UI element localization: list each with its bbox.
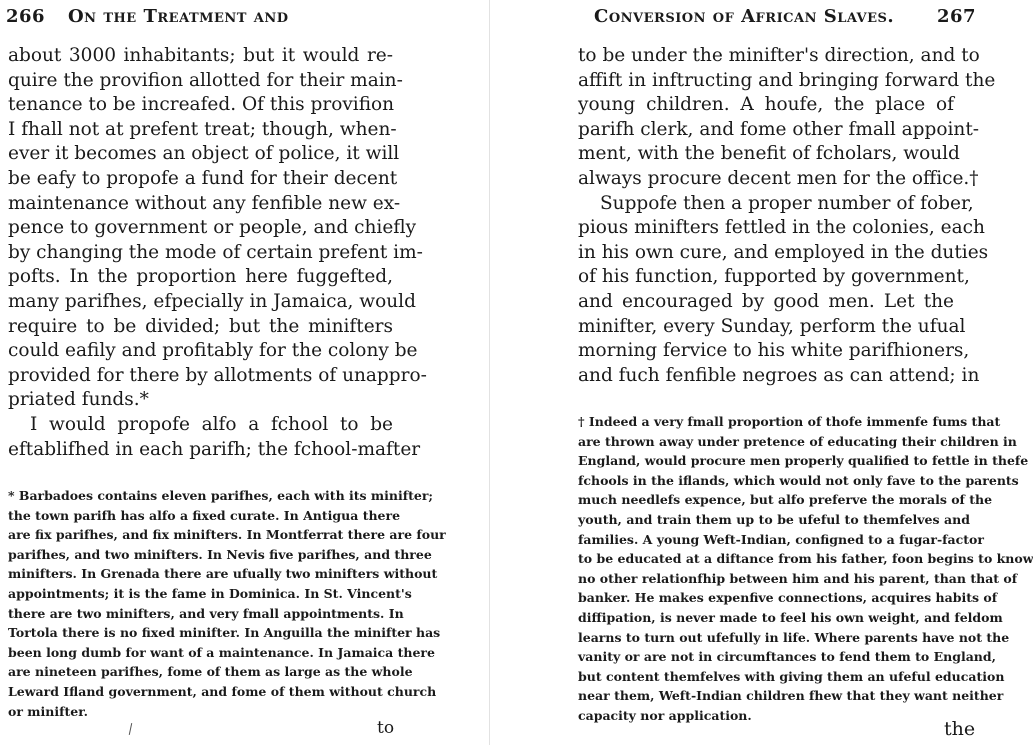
right-page-number: 267: [937, 6, 977, 27]
body-line: affift in inftructing and bringing forward the: [578, 69, 996, 91]
footnote-line: banker. He makes expenfive connections, acquires habits of: [578, 590, 998, 606]
footnote-line: England, would procure men properly qualified to fettle in thefe: [578, 453, 1029, 469]
footnote-line: are thrown away under pretence of educating their children in: [578, 433, 1017, 449]
body-line: about 3000 inhabitants; but it would re-: [8, 45, 393, 66]
footnote-line: families. A young Weft-Indian, configned to a fugar-factor: [578, 531, 984, 547]
body-line: pofts. In the proportion here fuggefted,: [8, 266, 393, 288]
footnote-line: appointments; it is the fame in Dominica. In St. Vincent's: [8, 585, 412, 601]
footnote-line: vanity or are not in circumftances to fend them to England,: [578, 649, 996, 665]
footnote-line: learns to turn out ufefully in life. Where parents have not the: [578, 629, 1010, 645]
body-line: eftablifhed in each parifh; the fchool-mafter: [8, 438, 421, 460]
body-line: to be under the minifter's direction, and to: [578, 45, 980, 66]
right-running-head: Conversion of African Slaves.: [594, 6, 895, 27]
body-line: quire the provifion allotted for their main-: [8, 69, 403, 91]
footnote-line: fchools in the iflands, which would not only fave to the parents: [578, 472, 1019, 488]
footnote-line: youth, and train them up to be ufeful to themfelves and: [578, 511, 970, 527]
footnote-line: capacity nor application.: [578, 707, 752, 723]
footnote-line: to be educated at a diftance from his father, foon begins to know: [578, 551, 1033, 567]
body-line: of his function, fupported by government,: [578, 266, 970, 288]
left-catchword: to: [377, 718, 395, 738]
left-body-text: [8, 44, 427, 462]
footnote-line: much needlefs expence, but alfo preferve the morals of the: [578, 492, 993, 508]
left-footnote: [8, 486, 446, 721]
body-line: many parifhes, efpecially in Jamaica, would: [8, 290, 416, 312]
left-running-head: On the Treatment and: [68, 6, 289, 27]
body-line: priated funds.*: [8, 389, 149, 411]
left-page: [0, 0, 490, 745]
stray-pen-mark: [129, 723, 132, 735]
body-line: by changing the mode of certain prefent im-: [8, 241, 423, 263]
body-line: and encouraged by good men. Let the: [578, 290, 954, 312]
body-line: morning fervice to his white parifhioners,: [578, 340, 970, 362]
footnote-line: been long dumb for want of a maintenance. In Jamaica there: [8, 644, 435, 660]
body-line: maintenance without any fenfible new ex-: [8, 192, 401, 214]
footnote-line: * Barbadoes contains eleven parifhes, each with its minifter;: [8, 488, 434, 503]
footnote-line: the town parifh has alfo a fixed curate. In Antigua there: [8, 507, 401, 523]
body-line: I fhall not at prefent treat; though, when-: [8, 118, 397, 140]
footnote-line: Leward Ifland government, and fome of them without church: [8, 683, 437, 699]
body-line: parifh clerk, and fome other fmall appoint-: [578, 118, 980, 140]
right-footnote: [578, 412, 1033, 726]
body-line: I would propofe alfo a fchool to be: [30, 413, 393, 435]
footnote-line: Tortola there is no fixed minifter. In Anguilla the minifter has: [8, 625, 441, 641]
body-line: and fuch fenfible negroes as can attend; in: [578, 364, 980, 386]
footnote-line: near them, Weft-Indian children fhew that they want neither: [578, 688, 1004, 704]
body-line: provided for there by allotments of unappro-: [8, 364, 427, 386]
body-line: pence to government or people, and chiefly: [8, 217, 417, 239]
body-line: could eafily and profitably for the colony be: [8, 340, 418, 362]
left-page-number: 266: [6, 6, 46, 27]
body-line: tenance to be increafed. Of this provifion: [8, 94, 395, 116]
footnote-line: parifhes, and two minifters. In Nevis five parifhes, and three: [8, 546, 432, 562]
right-body-text: [578, 44, 996, 388]
footnote-line: are fix parifhes, and fix minifters. In Montferrat there are four: [8, 527, 446, 543]
body-line: young children. A houfe, the place of: [578, 94, 954, 116]
body-line: minifter, every Sunday, perform the ufual: [578, 315, 966, 337]
footnote-line: minifters. In Grenada there are ufually two minifters without: [8, 566, 438, 582]
body-line: ever it becomes an object of police, it will: [8, 143, 400, 165]
body-line: ment, with the benefit of fcholars, would: [578, 143, 960, 165]
body-line: pious minifters fettled in the colonies, each: [578, 217, 985, 239]
footnote-line: † Indeed a very fmall proportion of thofe immenfe fums that: [578, 414, 1001, 429]
body-line: require to be divided; but the minifters: [8, 315, 393, 337]
body-line: in his own cure, and employed in the duties: [578, 241, 989, 263]
footnote-line: diffipation, is never made to feel his own weight, and feldom: [578, 609, 1003, 625]
body-line: Suppofe then a proper number of fober,: [600, 192, 974, 214]
footnote-line: or minifter.: [8, 703, 88, 719]
right-catchword: the: [944, 718, 976, 740]
body-line: be eafy to propofe a fund for their decent: [8, 167, 398, 189]
footnote-line: but content themfelves with giving them an ufeful education: [578, 668, 1005, 684]
footnote-line: are nineteen parifhes, fome of them as large as the whole: [8, 664, 413, 680]
right-page: [490, 0, 1033, 745]
footnote-line: there are two minifters, and very fmall appointments. In: [8, 605, 404, 621]
body-line: always procure decent men for the office.†: [578, 167, 979, 189]
footnote-line: no other relationfhip between him and his parent, than that of: [578, 570, 1018, 586]
